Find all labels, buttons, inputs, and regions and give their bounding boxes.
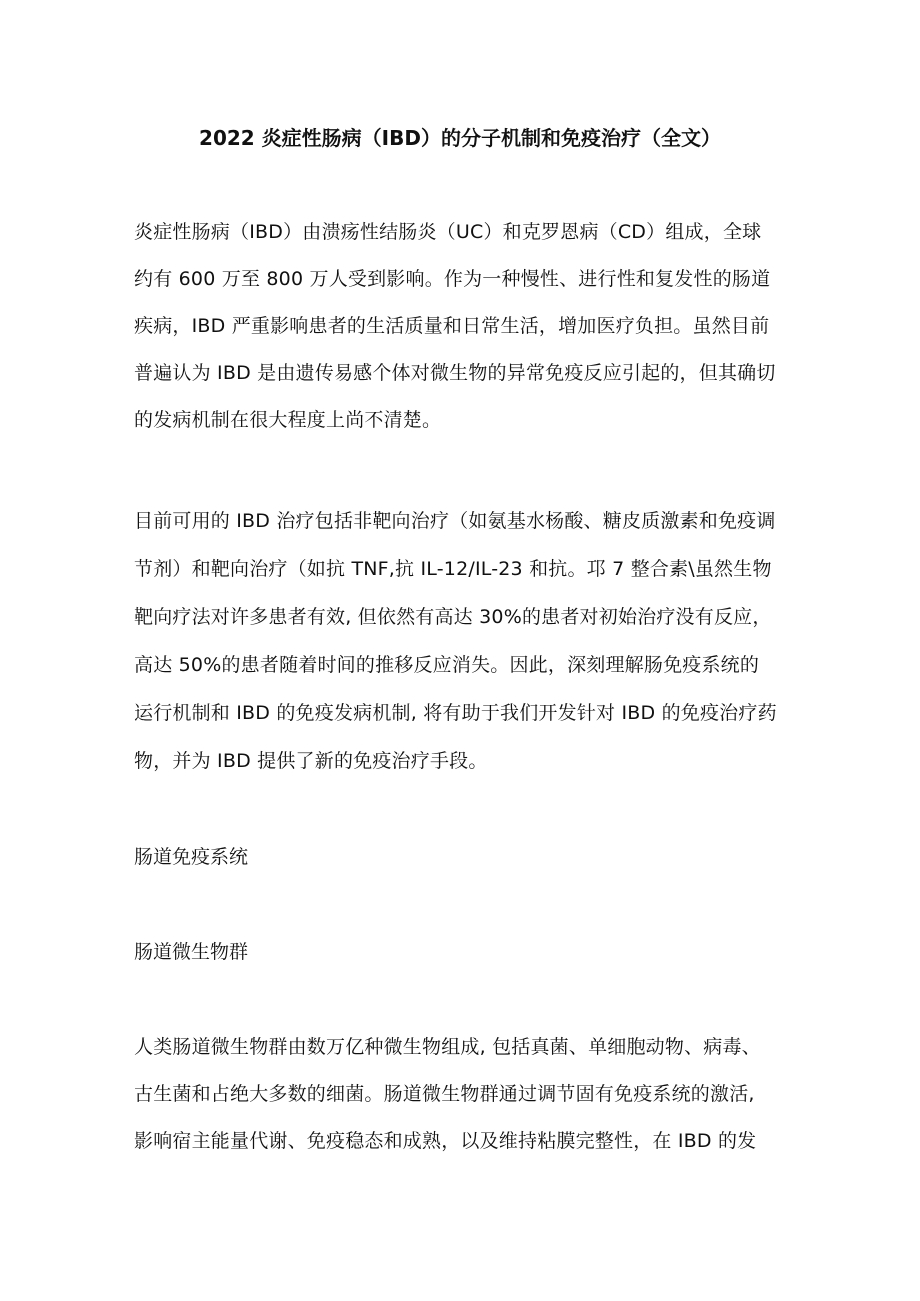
section-heading-gut-microbiota: 肠道微生物群 <box>134 941 249 963</box>
paragraph-line: 约有 600 万至 800 万人受到影响。作为一种慢性、进行性和复发性的肠道 <box>134 268 771 290</box>
paragraph-line: 目前可用的 IBD 治疗包括非靶向治疗（如氨基水杨酸、糖皮质激素和免疫调 <box>134 510 776 532</box>
paragraph-line: 影响宿主能量代谢、免疫稳态和成熟，以及维持粘膜完整性，在 IBD 的发 <box>134 1130 757 1152</box>
paragraph-line: 的发病机制在很大程度上尚不清楚。 <box>134 409 442 431</box>
paragraph-line: 古生菌和占绝大多数的细菌。肠道微生物群通过调节固有免疫系统的激活, <box>134 1083 755 1105</box>
paragraph-line: 普遍认为 IBD 是由遗传易感个体对微生物的异常免疫反应引起的，但其确切 <box>134 362 776 384</box>
paragraph-line: 疾病，IBD 严重影响患者的生活质量和日常生活，增加医疗负担。虽然目前 <box>134 315 770 337</box>
paragraph-intro <box>134 209 804 444</box>
paragraph-treatment <box>134 497 804 785</box>
document-title: 2022 炎症性肠病（IBD）的分子机制和免疫治疗（全文） <box>199 126 721 150</box>
paragraph-line: 靶向疗法对许多患者有效, 但依然有高达 30%的患者对初始治疗没有反应， <box>134 606 772 628</box>
paragraph-line: 物，并为 IBD 提供了新的免疫治疗手段。 <box>134 750 488 772</box>
section-heading-gut-immune-system: 肠道免疫系统 <box>134 846 249 868</box>
paragraph-line: 运行机制和 IBD 的免疫发病机制, 将有助于我们开发针对 IBD 的免疫治疗药 <box>134 702 777 724</box>
paragraph-microbiota <box>134 1024 804 1165</box>
paragraph-line: 人类肠道微生物群由数万亿种微生物组成, 包括真菌、单细胞动物、病毒、 <box>134 1036 761 1058</box>
paragraph-line: 高达 50%的患者随着时间的推移反应消失。因此，深刻理解肠免疫系统的 <box>134 654 760 676</box>
paragraph-line: 节剂）和靶向治疗（如抗 TNF,抗 IL-12/IL-23 和抗。邛 7 整合素\虽然生物 <box>134 558 772 580</box>
paragraph-line: 炎症性肠病（IBD）由溃疡性结肠炎（UC）和克罗恩病（CD）组成，全球 <box>134 221 762 243</box>
